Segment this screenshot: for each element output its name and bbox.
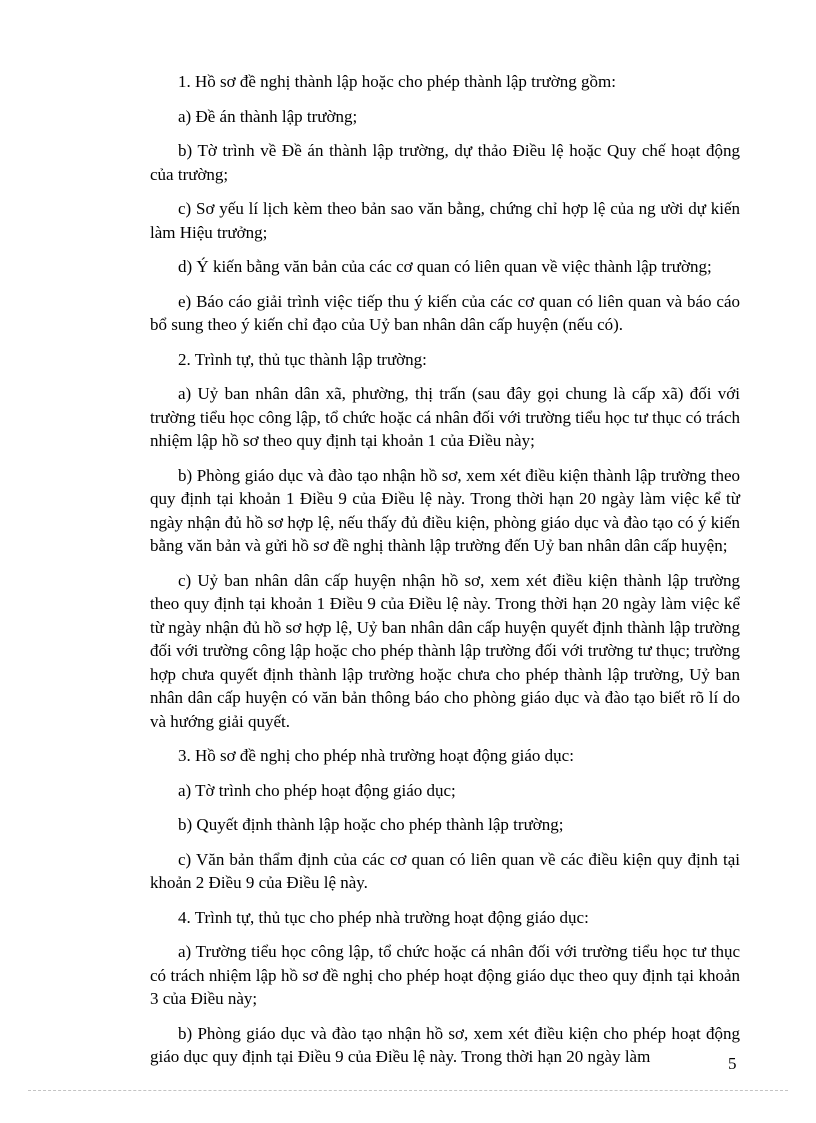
paragraph-3: 3. Hồ sơ đề nghị cho phép nhà trường hoạt động giáo dục: bbox=[178, 746, 574, 765]
footer-divider bbox=[28, 1090, 788, 1091]
paragraph-3b: b) Quyết định thành lập hoặc cho phép thành lập trường; bbox=[178, 815, 564, 834]
page-number: 5 bbox=[728, 1054, 737, 1073]
paragraph-1e: e) Báo cáo giải trình việc tiếp thu ý kiến của các cơ quan có liên quan và báo cáo bổ sung theo ý kiến chỉ đạo của Uỷ ban nhân dân cấp huyện (nếu có). bbox=[150, 291, 740, 334]
document-body bbox=[150, 70, 740, 1080]
paragraph-1b: b) Tờ trình về Đề án thành lập trường, dự thảo Điều lệ hoặc Quy chế hoạt động của trường; bbox=[150, 141, 740, 184]
paragraph-4b: b) Phòng giáo dục và đào tạo nhận hồ sơ, xem xét điều kiện cho phép hoạt động giáo dục quy định tại Điều 9 của Điều lệ này. Trong thời hạn 20 ngày làm bbox=[150, 1023, 740, 1066]
paragraph-2a: a) Uỷ ban nhân dân xã, phường, thị trấn (sau đây gọi chung là cấp xã) đối với trường tiểu học công lập, tổ chức hoặc cá nhân đối với trường tiểu học tư thục có trách nhiệm lập hồ sơ theo quy định tại khoản 1 của Điều này; bbox=[150, 384, 740, 450]
paragraph-1d: d) Ý kiến bằng văn bản của các cơ quan có liên quan về việc thành lập trường; bbox=[178, 257, 712, 276]
paragraph-3a: a) Tờ trình cho phép hoạt động giáo dục; bbox=[178, 780, 456, 800]
paragraph-2c: c) Uỷ ban nhân dân cấp huyện nhận hồ sơ, xem xét điều kiện thành lập trường theo quy định tại khoản 1 Điều 9 của Điều lệ này. Trong thời hạn 20 ngày làm việc kể từ ngày nhận đủ hồ sơ hợp lệ, Uỷ ban nhân dân cấp huyện quyết định thành lập trường đối với trường công lập hoặc cho phép thành lập trường đối với trường tư thục; trường hợp chưa quyết định thành lập trường hoặc chưa cho phép thành lập trường, Uỷ ban nhân dân cấp huyện có văn bản thông báo cho phòng giáo dục và đào tạo biết rõ lí do và hướng giải quyết. bbox=[150, 570, 740, 731]
paragraph-3c: c) Văn bản thẩm định của các cơ quan có liên quan về các điều kiện quy định tại khoản 2 Điều 9 của Điều lệ này. bbox=[150, 849, 740, 892]
paragraph-1c: c) Sơ yếu lí lịch kèm theo bản sao văn bằng, chứng chỉ hợp lệ của ng ười dự kiến làm Hiệu trưởng; bbox=[150, 199, 740, 242]
paragraph-2: 2. Trình tự, thủ tục thành lập trường: bbox=[178, 349, 427, 369]
paragraph-1: 1. Hồ sơ đề nghị thành lập hoặc cho phép thành lập trường gồm: bbox=[178, 72, 616, 91]
paragraph-2b: b) Phòng giáo dục và đào tạo nhận hồ sơ, xem xét điều kiện thành lập trường theo quy định tại khoản 1 Điều 9 của Điều lệ này. Trong thời hạn 20 ngày làm việc kể từ ngày nhận đủ hồ sơ hợp lệ, nếu thấy đủ điều kiện, phòng giáo dục và đào tạo có ý kiến bằng văn bản và gửi hồ sơ đề nghị thành lập trường đến Uỷ ban nhân dân cấp huyện; bbox=[150, 465, 740, 555]
paragraph-4a: a) Trường tiểu học công lập, tổ chức hoặc cá nhân đối với trường tiểu học tư thục có trách nhiệm lập hồ sơ đề nghị cho phép hoạt động giáo dục theo quy định tại khoản 3 của Điều này; bbox=[150, 942, 740, 1008]
paragraph-4: 4. Trình tự, thủ tục cho phép nhà trường hoạt động giáo dục: bbox=[178, 907, 589, 927]
paragraph-1a: a) Đề án thành lập trường; bbox=[178, 106, 358, 126]
